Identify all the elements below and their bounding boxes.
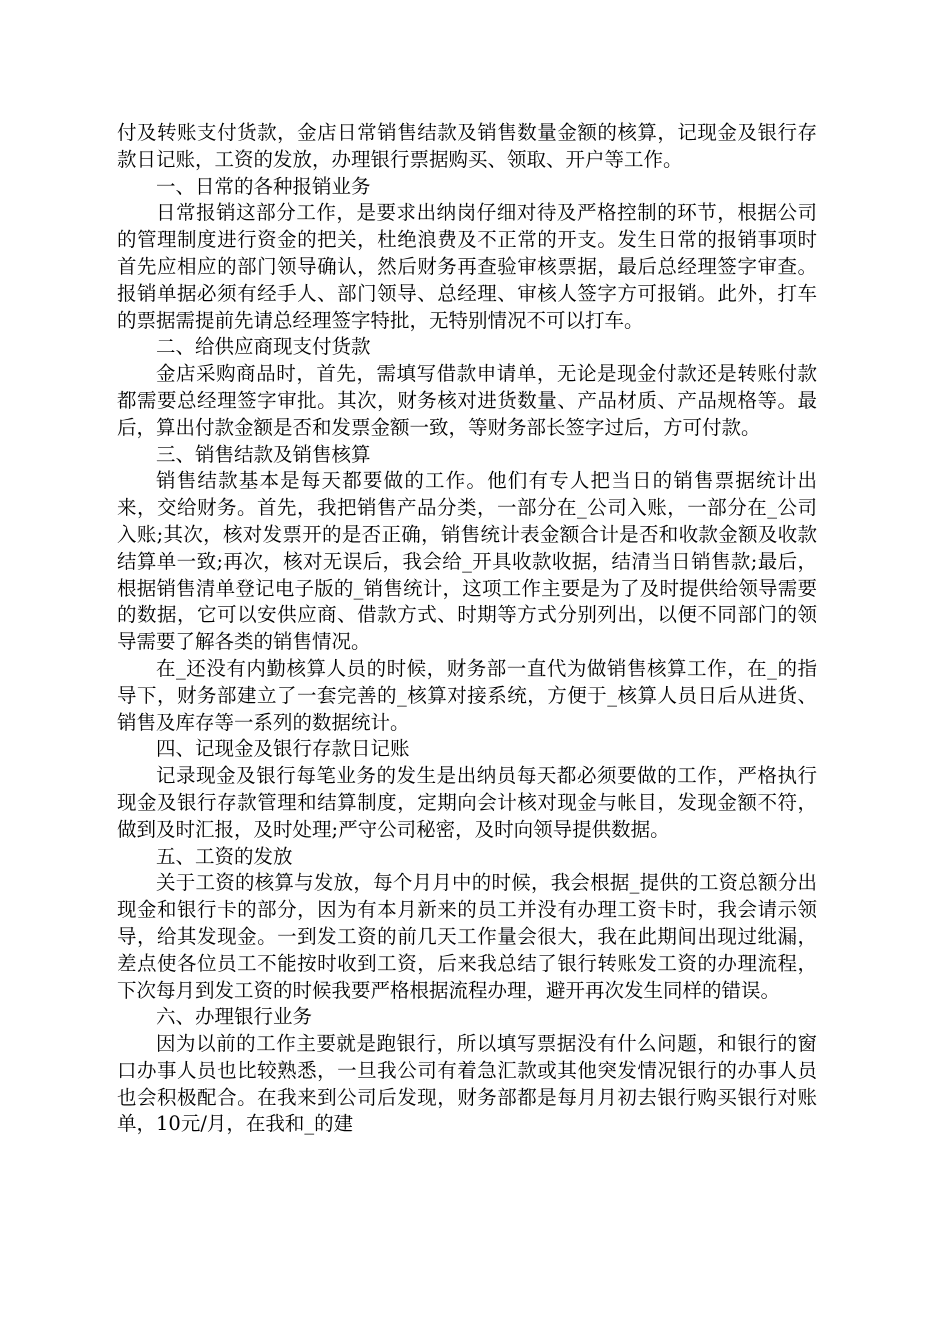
section-heading-2: 二、给供应商现支付货款 — [156, 335, 371, 359]
paragraph-body: 金店采购商品时，首先，需填写借款申请单，无论是现金付款还是转账付款都需要总经理签字审批。其次，财务核对进货数量、产品材质、产品规格等。最后，算出付款金额是否和发票金额一致，等财务部长签字过后，方可付款。 — [117, 362, 817, 439]
section-heading-6: 六、办理银行业务 — [156, 1005, 313, 1029]
document-page — [117, 120, 817, 1138]
paragraph-body: 销售结款基本是每天都要做的工作。他们有专人把当日的销售票据统计出来，交给财务。首先，我把销售产品分类，一部分在_公司入账，一部分在_公司入账;其次，核对发票开的是否正确，销售统计表金额合计是否和收款金额及收款结算单一致;再次，核对无误后，我会给_开具收款收据，结清当日销售款;最后，根据销售清单登记电子版的_销售统计，这项工作主要是为了及时提供给领导需要的数据，它可以安供应商、借款方式、时期等方式分别列出，以便不同部门的领导需要了解各类的销售情况。 — [117, 469, 817, 654]
section-heading-3: 三、销售结款及销售核算 — [156, 442, 371, 466]
paragraph-continued: 付及转账支付货款，金店日常销售结款及销售数量金额的核算，记现金及银行存款日记账，工资的发放，办理银行票据购买、领取、开户等工作。 — [117, 121, 817, 171]
section-heading-4: 四、记现金及银行存款日记账 — [156, 737, 410, 761]
paragraph-body: 因为以前的工作主要就是跑银行，所以填写票据没有什么问题，和银行的窗口办事人员也比较熟悉，一旦我公司有着急汇款或其他突发情况银行的办事人员也会积极配合。在我来到公司后发现，财务部都是每月月初去银行购买银行对账单，10元/月，在我和_的建 — [117, 1032, 817, 1136]
paragraph-body: 记录现金及银行每笔业务的发生是出纳员每天都必须要做的工作，严格执行现金及银行存款管理和结算制度，定期向会计核对现金与帐目，发现金额不符，做到及时汇报，及时处理;严守公司秘密，及时向领导提供数据。 — [117, 764, 817, 841]
paragraph-body: 日常报销这部分工作，是要求出纳岗仔细对待及严格控制的环节，根据公司的管理制度进行资金的把关，杜绝浪费及不正常的开支。发生日常的报销事项时首先应相应的部门领导确认，然后财务再查验审核票据，最后总经理签字审查。报销单据必须有经手人、部门领导、总经理、审核人签字方可报销。此外，打车的票据需提前先请总经理签字特批，无特别情况不可以打车。 — [117, 201, 817, 332]
section-heading-5: 五、工资的发放 — [156, 844, 293, 868]
paragraph-body: 在_还没有内勤核算人员的时候，财务部一直代为做销售核算工作，在_的指导下，财务部建立了一套完善的_核算对接系统，方便于_核算人员日后从进货、销售及库存等一系列的数据统计。 — [117, 656, 817, 734]
paragraph-body: 关于工资的核算与发放，每个月月中的时候，我会根据_提供的工资总额分出现金和银行卡的部分，因为有本月新来的员工并没有办理工资卡时，我会请示领导，给其发现金。一到发工资的前几天工作量会很大，我在此期间出现过纰漏，差点使各位员工不能按时收到工资，后来我总结了银行转账发工资的办理流程，下次每月到发工资的时候我要严格根据流程办理，避开再次发生同样的错误。 — [117, 871, 817, 1002]
section-heading-1: 一、日常的各种报销业务 — [156, 174, 371, 198]
